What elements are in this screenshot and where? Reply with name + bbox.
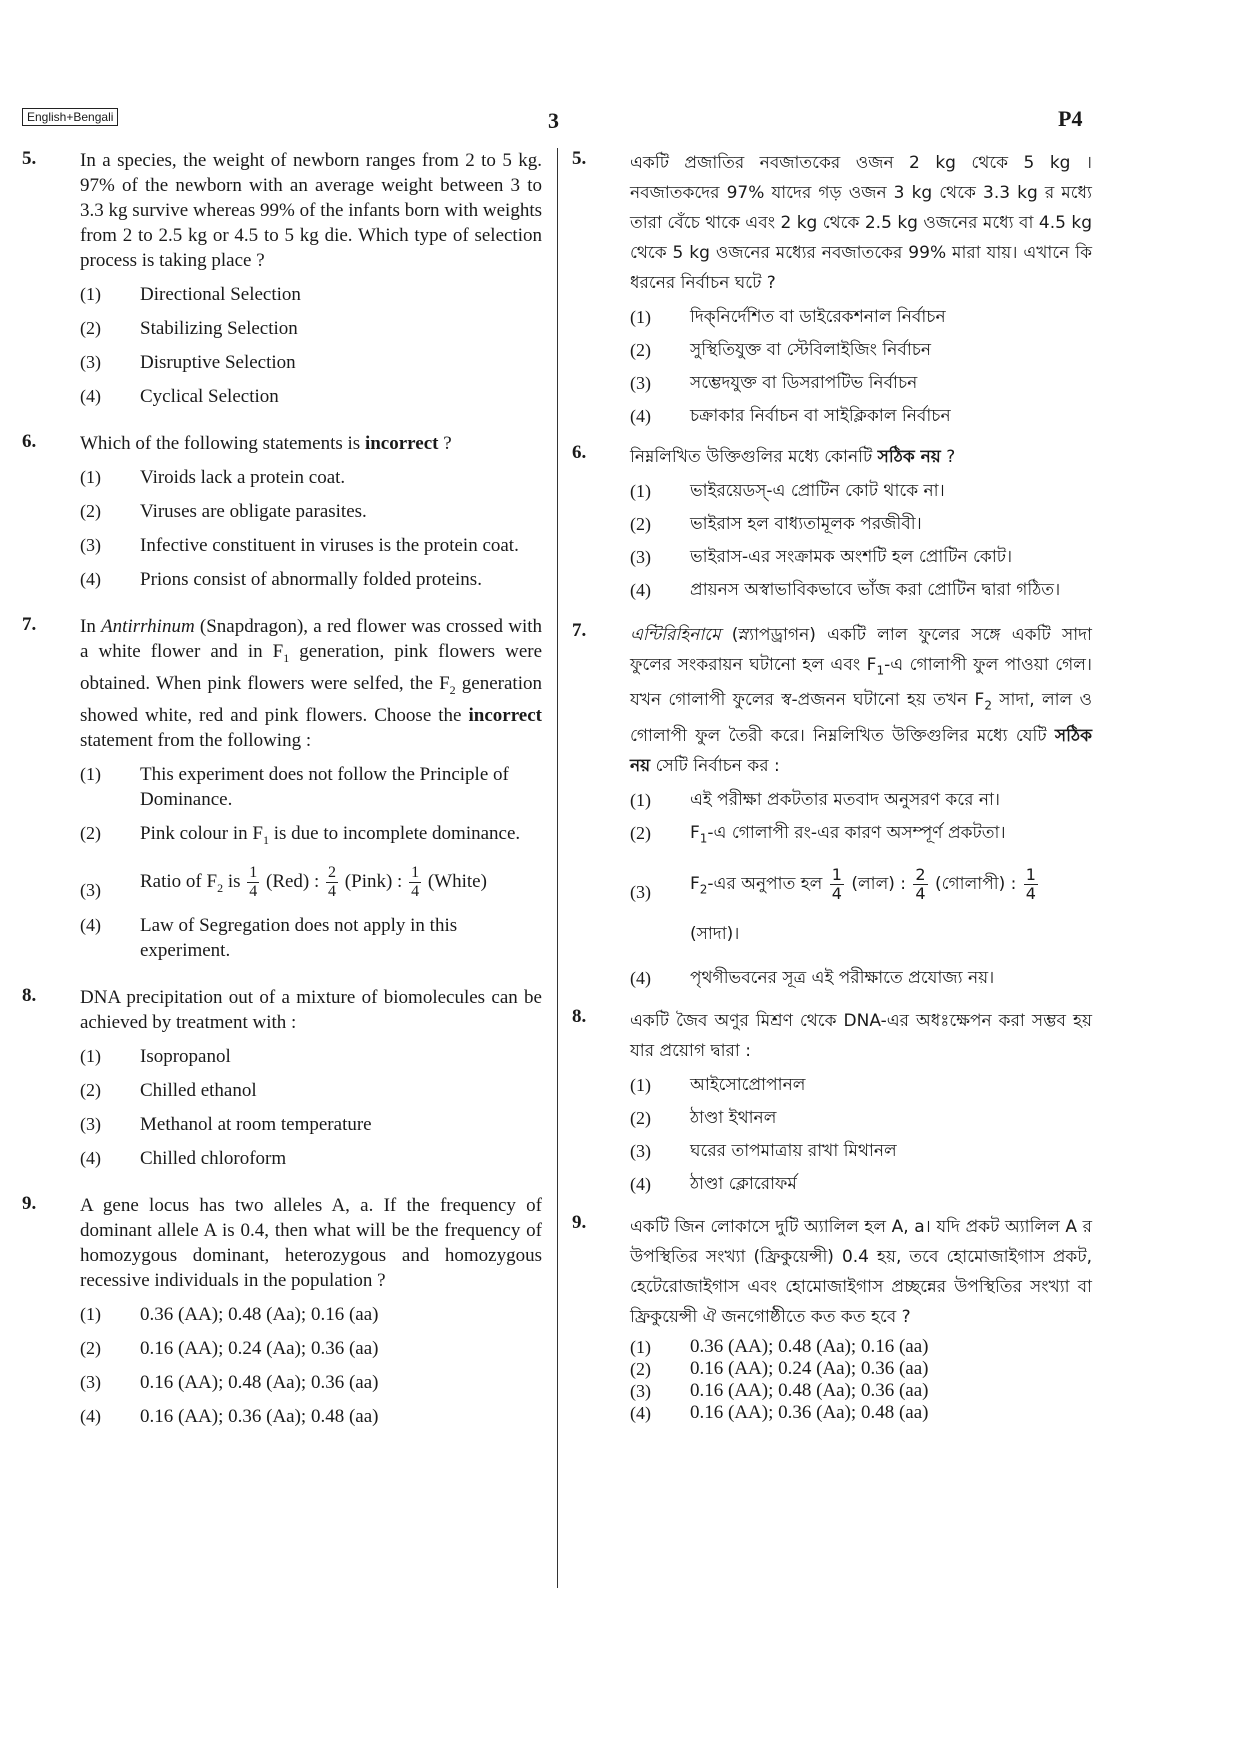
option-1[interactable] <box>80 282 542 307</box>
question-number: 6. <box>22 431 37 452</box>
option-2[interactable] <box>80 316 542 341</box>
option-text: 0.16 (AA); 0.36 (Aa); 0.48 (aa) <box>690 1401 929 1423</box>
option-text: $F_1-এ$ গোলাপী রং-এর কারণ অসম্পূর্ণ প্রকটতা। <box>690 822 1006 846</box>
option-4[interactable] <box>630 964 1092 992</box>
option-text: আইসোপ্রোপানল <box>690 1074 806 1095</box>
option-number: (4) <box>80 1148 101 1169</box>
option-2[interactable] <box>630 1104 1092 1132</box>
option-number: (4) <box>80 915 101 936</box>
question-number: 9. <box>22 1193 37 1215</box>
option-text: ভাইরাস-এর সংক্রামক অংশটি হল প্রোটিন কোট। <box>690 547 1013 567</box>
option-4[interactable] <box>80 913 542 963</box>
option-4[interactable] <box>80 1146 542 1171</box>
option-text: Ratio of $F_2$ is $\frac{1}{4}$ (Red) : $\frac{2}{4}$ (Pink) : $\frac{1}{4}$ (White) <box>140 864 487 901</box>
option-4[interactable] <box>80 1404 542 1429</box>
question-6-en <box>22 431 542 592</box>
question-text: একটি জৈব অণুর মিশ্রণ থেকে DNA-এর অধঃক্ষেপন করা সম্ভব হয় যার প্রয়োগ দ্বারা : <box>630 1010 1092 1061</box>
question-8-bn <box>572 1006 1092 1198</box>
fraction-white: $\frac{1}{4}$ <box>1025 864 1036 903</box>
option-text: ঠাণ্ডা ইথানল <box>690 1107 777 1128</box>
option-number: (2) <box>630 514 651 534</box>
option-4[interactable] <box>630 1170 1092 1198</box>
option-text: 0.16 (AA); 0.24 (Aa); 0.36 (aa) <box>140 1338 379 1360</box>
question-5-bn <box>572 148 1092 430</box>
option-number: (2) <box>630 1107 651 1128</box>
option-text: Law of Segregation does not apply in this experiment. <box>140 915 458 962</box>
option-2[interactable] <box>80 499 542 524</box>
option-text: 0.16 (AA); 0.36 (Aa); 0.48 (aa) <box>140 1406 379 1428</box>
option-1[interactable] <box>80 1302 542 1327</box>
language-tag: English+Bengali <box>22 108 118 126</box>
option-text: Infective constituent in viruses is the protein coat. <box>140 535 519 556</box>
option-number: (1) <box>630 789 651 810</box>
option-number: (2) <box>630 1358 651 1379</box>
question-number: 7. <box>22 614 37 635</box>
option-text: ভাইরয়েডস্‌-এ প্রোটিন কোট থাকে না। <box>690 481 945 501</box>
option-text: পৃথগীভবনের সূত্র এই পরীক্ষাতে প্রযোজ্য নয়। <box>690 967 995 988</box>
option-text: 0.36 (AA); 0.48 (Aa); 0.16 (aa) <box>690 1335 929 1357</box>
option-number: (3) <box>80 535 101 555</box>
option-2[interactable] <box>630 1358 1092 1380</box>
question-text: Which of the following statements is incorrect ? <box>80 433 452 454</box>
page-code: P4 <box>1058 106 1083 131</box>
option-3[interactable] <box>630 1137 1092 1165</box>
option-3[interactable] <box>80 533 542 558</box>
option-text: ঘরের তাপমাত্রায় রাখা মিথানল <box>690 1140 897 1161</box>
option-1[interactable] <box>80 465 542 490</box>
option-text: Chilled chloroform <box>140 1148 287 1170</box>
option-number: (3) <box>630 1380 651 1401</box>
question-number: 8. <box>22 985 37 1007</box>
option-4[interactable] <box>630 1402 1092 1424</box>
option-text: Cyclical Selection <box>140 386 279 407</box>
option-number: (2) <box>80 822 101 843</box>
bengali-column <box>572 148 1092 1424</box>
question-text: In Antirrhinum (Snapdragon), a red flower was crossed with a white flower and in $F_1$ generation, pink flowers were obtained. When pink flowers were selfed, the $F_2$ generation showed white, red and pink flowers. Choose the incorrect statement from the following : <box>80 616 543 751</box>
fraction-red: $\frac{1}{4}$ <box>249 864 258 901</box>
page-number: 3 <box>548 108 559 133</box>
option-text: 0.16 (AA); 0.24 (Aa); 0.36 (aa) <box>690 1357 929 1379</box>
option-1[interactable] <box>630 1336 1092 1358</box>
question-text: একটি জিন লোকাসে দুটি অ্যালিল হল A, a। যদি প্রকট অ্যালিল A র উপস্থিতির সংখ্যা (ফ্রিকুয়েন্সী) 0.4 হয়, তবে হোমোজাইগাস প্রকট, হেটেরোজাইগাস এবং হোমোজাইগাস প্রচ্ছন্নের উপস্থিতির সংখ্যা বা ফ্রিকুয়েন্সী ঐ জনগোষ্ঠীতে কত কত হবে ? <box>630 1216 1092 1327</box>
option-number: (1) <box>630 1074 651 1095</box>
option-text: 0.16 (AA); 0.48 (Aa); 0.36 (aa) <box>690 1379 929 1401</box>
option-text: 0.36 (AA); 0.48 (Aa); 0.16 (aa) <box>140 1304 379 1326</box>
option-number: (2) <box>80 1338 101 1359</box>
option-number: (2) <box>80 501 101 521</box>
option-text: সম্ভেদযুক্ত বা ডিসরাপটিভ নির্বাচন <box>690 373 918 393</box>
option-number: (3) <box>80 880 101 901</box>
option-number: (1) <box>630 481 651 501</box>
option-number: (2) <box>80 318 101 338</box>
question-text: In a species, the weight of newborn ranges from 2 to 5 kg. 97% of the newborn with an average weight between 3 to 3.3 kg survive whereas 99% of the infants born with weights from 2 to 2.5 kg or 4.5 to 5 kg die. Which type of selection process is taking place ? <box>80 150 542 271</box>
option-number: (4) <box>630 967 651 988</box>
option-number: (4) <box>630 1173 651 1194</box>
question-9-en <box>22 1193 542 1429</box>
option-text: Disruptive Selection <box>140 352 296 373</box>
option-3[interactable] <box>80 1112 542 1137</box>
option-text: 0.16 (AA); 0.48 (Aa); 0.36 (aa) <box>140 1372 379 1394</box>
option-4[interactable] <box>80 384 542 409</box>
option-number: (4) <box>80 386 101 406</box>
option-3[interactable] <box>80 1370 542 1395</box>
fraction-pink: $\frac{2}{4}$ <box>328 864 337 901</box>
option-number: (2) <box>630 340 651 360</box>
option-number: (3) <box>80 352 101 372</box>
option-text: ভাইরাস হল বাধ্যতামূলক পরজীবী। <box>690 514 922 534</box>
option-3[interactable] <box>80 350 542 375</box>
option-text: প্রায়নস অস্বাভাবিকভাবে ভাঁজ করা প্রোটিন দ্বারা গঠিত। <box>690 580 1061 600</box>
option-3[interactable] <box>630 862 1092 955</box>
question-text: একটি প্রজাতির নবজাতকের ওজন 2 kg থেকে 5 kg । নবজাতকদের 97% যাদের গড় ওজন 3 kg থেকে 3.3 kg র মধ্যে তারা বেঁচে থাকে এবং 2 kg থেকে 2.5 kg ওজনের মধ্যে বা 4.5 kg থেকে 5 kg ওজনের মধ্যের নবজাতকের 99% মারা যায়। এখানে কি ধরনের নির্বাচন ঘটে ? <box>630 153 1092 293</box>
option-text: Chilled ethanol <box>140 1080 257 1102</box>
option-number: (3) <box>630 547 651 567</box>
question-text: নিম্নলিখিত উক্তিগুলির মধ্যে কোনটি সঠিক নয় ? <box>630 447 956 467</box>
option-number: (4) <box>80 569 101 589</box>
question-text: এন্টিরিহিনামে (স্ন্যাপড্রাগন) একটি লাল ফুলের সঙ্গে একটি সাদা ফুলের সংকরায়ন ঘটানো হল এবং $F_1-এ$ গোলাপী ফুল পাওয়া গেল। যখন গোলাপী ফুলের স্ব-প্রজনন ঘটানো হয় তখন $F_2$ সাদা, লাল ও গোলাপী ফুল তৈরী করে। নিম্নলিখিত উক্তিগুলির মধ্যে যেটি সঠিক নয় সেটি নির্বাচন কর : <box>630 625 1092 776</box>
question-text: DNA precipitation out of a mixture of biomolecules can be achieved by treatment with : <box>80 987 542 1034</box>
option-number: (4) <box>80 1406 101 1427</box>
fraction-white: $\frac{1}{4}$ <box>411 864 420 901</box>
fraction-pink: $\frac{2}{4}$ <box>915 864 926 903</box>
option-2[interactable] <box>630 819 1092 852</box>
option-number: (1) <box>630 1336 651 1357</box>
question-number: 5. <box>572 148 587 169</box>
question-number: 6. <box>572 442 587 463</box>
option-text: Pink colour in $F_1$ is due to incomplete dominance. <box>140 822 521 847</box>
option-number: (1) <box>80 284 101 304</box>
option-text: Prions consist of abnormally folded proteins. <box>140 569 482 590</box>
option-text: ঠাণ্ডা ক্লোরোফর্ম <box>690 1173 797 1194</box>
option-4[interactable] <box>80 567 542 592</box>
option-4[interactable] <box>630 576 1092 604</box>
option-2[interactable] <box>630 510 1092 538</box>
option-1[interactable] <box>630 786 1092 814</box>
option-2[interactable] <box>630 336 1092 364</box>
option-text: Viroids lack a protein coat. <box>140 467 346 488</box>
option-4[interactable] <box>630 402 1092 430</box>
question-7-en <box>22 614 542 963</box>
option-number: (3) <box>630 373 651 393</box>
option-number: (4) <box>630 406 651 426</box>
question-number: 9. <box>572 1211 587 1233</box>
option-number: (1) <box>80 1304 101 1325</box>
option-2[interactable] <box>80 1078 542 1103</box>
option-text: This experiment does not follow the Principle of Dominance. <box>140 763 509 810</box>
option-number: (4) <box>630 580 651 600</box>
column-divider <box>557 148 558 1588</box>
fraction-red: $\frac{1}{4}$ <box>831 864 842 903</box>
option-text: $F_2-এর$ অনুপাত হল $\frac{1}{4}$ (লাল) : $\frac{2}{4}$ (গোলাপী) : $\frac{1}{4}$ (সাদা)। <box>690 864 1036 944</box>
question-5-en <box>22 148 542 409</box>
option-text: Isopropanol <box>140 1046 231 1068</box>
option-text: Stabilizing Selection <box>140 318 298 339</box>
option-1[interactable] <box>630 303 1092 331</box>
option-3[interactable] <box>630 543 1092 571</box>
question-number: 8. <box>572 1005 587 1027</box>
question-number: 5. <box>22 148 37 169</box>
option-text: চক্রাকার নির্বাচন বা সাইক্লিকাল নির্বাচন <box>690 406 951 426</box>
english-column <box>22 148 542 1429</box>
option-3[interactable] <box>630 1380 1092 1402</box>
question-number: 7. <box>572 620 587 641</box>
option-number: (4) <box>630 1402 651 1423</box>
option-number: (3) <box>630 1140 651 1161</box>
option-text: Methanol at room temperature <box>140 1114 372 1136</box>
option-number: (1) <box>80 763 101 784</box>
option-number: (2) <box>630 822 651 843</box>
option-1[interactable] <box>630 1071 1092 1099</box>
option-text: Viruses are obligate parasites. <box>140 501 367 522</box>
option-number: (3) <box>80 1372 101 1393</box>
option-number: (3) <box>80 1114 101 1135</box>
option-1[interactable] <box>80 1044 542 1069</box>
option-number: (1) <box>80 1046 101 1067</box>
question-9-bn <box>572 1212 1092 1424</box>
question-6-bn <box>572 442 1092 604</box>
option-number: (1) <box>630 307 651 327</box>
option-3[interactable] <box>630 369 1092 397</box>
option-text: Directional Selection <box>140 284 301 305</box>
option-text: এই পরীক্ষা প্রকটতার মতবাদ অনুসরণ করে না। <box>690 789 1001 810</box>
question-7-bn <box>572 620 1092 992</box>
option-text: সুস্থিতিযুক্ত বা স্টেবিলাইজিং নির্বাচন <box>690 340 932 360</box>
option-number: (3) <box>630 882 651 903</box>
option-1[interactable] <box>630 477 1092 505</box>
page-header <box>0 0 1240 150</box>
option-number: (2) <box>80 1080 101 1101</box>
option-2[interactable] <box>80 821 542 853</box>
option-number: (1) <box>80 467 101 487</box>
option-3[interactable] <box>80 864 542 901</box>
option-text: দিক্‌নির্দেশিত বা ডাইরেকশনাল নির্বাচন <box>690 307 946 327</box>
option-1[interactable] <box>80 762 542 812</box>
question-8-en <box>22 985 542 1171</box>
option-2[interactable] <box>80 1336 542 1361</box>
question-text: A gene locus has two alleles A, a. If the frequency of dominant allele A is 0.4, then what will be the frequency of homozygous dominant, heterozygous and homozygous recessive individuals in the population ? <box>80 1195 542 1292</box>
